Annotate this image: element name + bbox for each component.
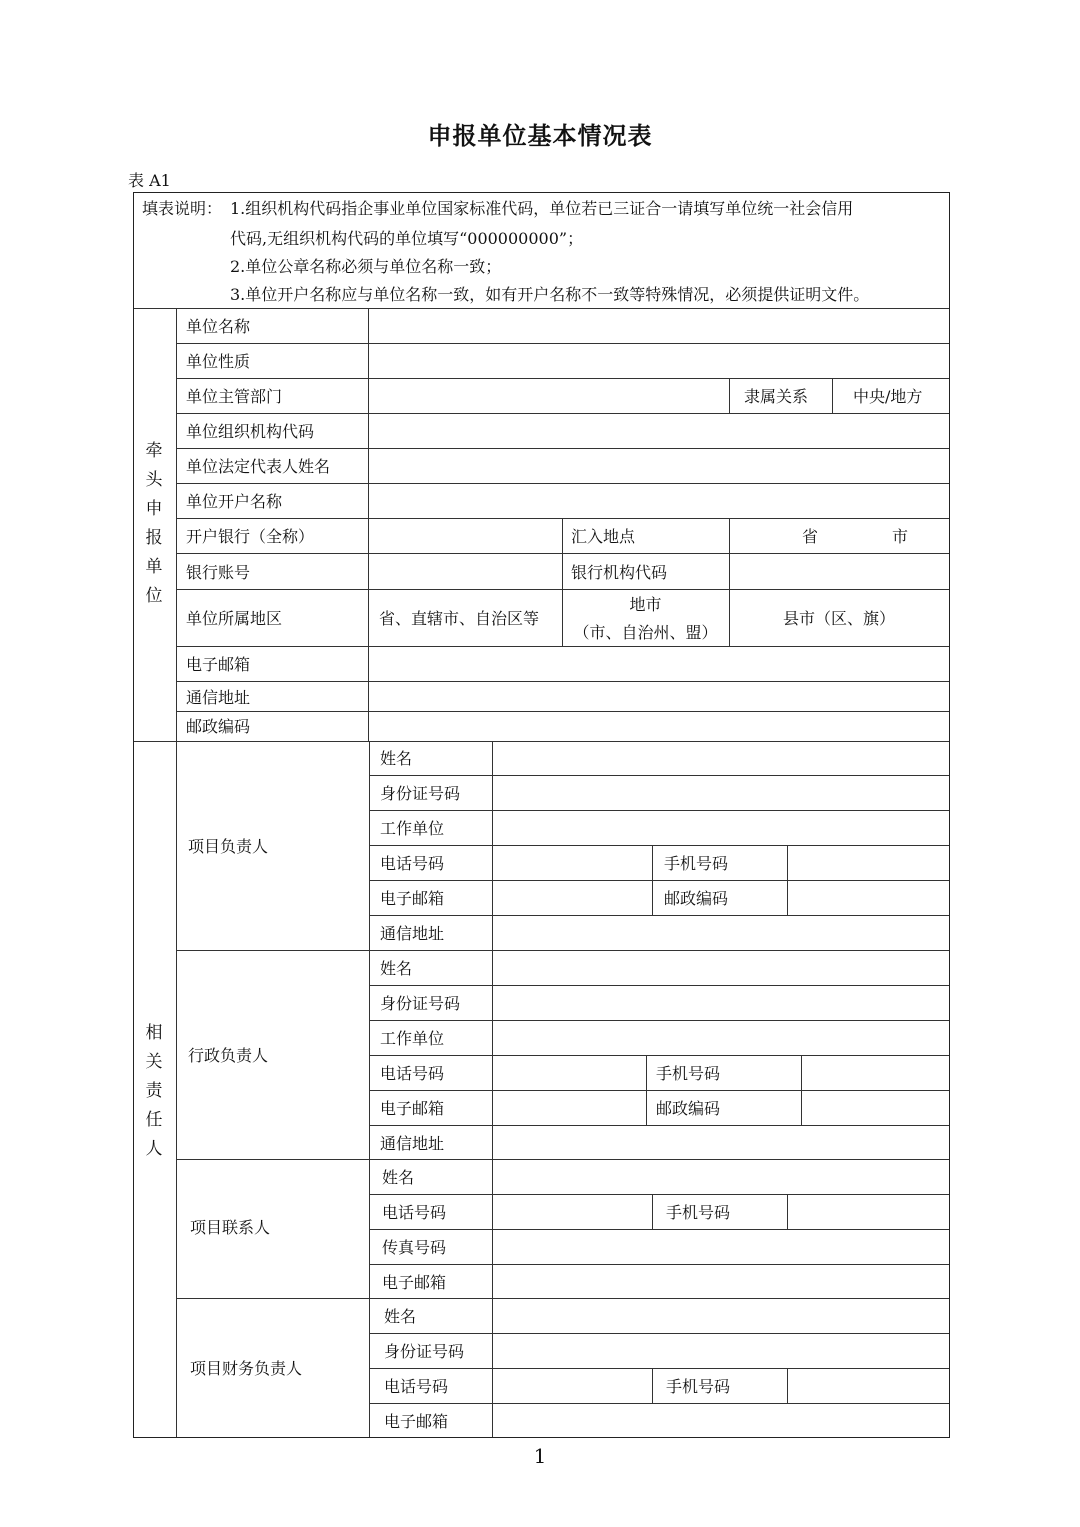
rule bbox=[369, 1264, 949, 1265]
label-bank: 开户银行（全称） bbox=[186, 527, 315, 546]
al-postcode-label: 邮政编码 bbox=[656, 1099, 721, 1118]
rule bbox=[134, 308, 949, 309]
rule bbox=[652, 1368, 653, 1403]
rule bbox=[176, 448, 949, 449]
rule bbox=[369, 1194, 949, 1195]
rule bbox=[369, 775, 949, 776]
rule bbox=[652, 845, 653, 915]
label-bank-code: 银行机构代码 bbox=[571, 563, 668, 582]
contact-label: 项目联系人 bbox=[190, 1218, 271, 1237]
affiliation-value: 中央/地方 bbox=[853, 387, 923, 406]
fn-id-label: 身份证号码 bbox=[384, 1342, 465, 1361]
rule bbox=[787, 1194, 788, 1229]
finance-label: 项目财务负责人 bbox=[190, 1359, 303, 1378]
admin-leader-label: 行政负责人 bbox=[188, 1046, 269, 1065]
label-affiliation: 隶属关系 bbox=[744, 387, 809, 406]
rule bbox=[369, 810, 949, 811]
label-legal-rep: 单位法定代表人姓名 bbox=[186, 457, 331, 476]
form-table bbox=[133, 192, 950, 1438]
al-work-unit-label: 工作单位 bbox=[380, 1029, 445, 1048]
rule bbox=[369, 1368, 949, 1369]
label-account-name: 单位开户名称 bbox=[186, 492, 283, 511]
rule bbox=[176, 483, 949, 484]
fn-mobile-label: 手机号码 bbox=[666, 1377, 731, 1396]
table-label: 表 A1 bbox=[128, 171, 171, 190]
rule bbox=[801, 1055, 802, 1125]
responsible-group-label: 相关责任人 bbox=[145, 1023, 163, 1159]
rule bbox=[369, 985, 949, 986]
pl-phone-label: 电话号码 bbox=[380, 854, 445, 873]
label-region-city-1: 地市 bbox=[629, 595, 662, 614]
rule bbox=[176, 413, 949, 414]
rule bbox=[176, 1159, 949, 1160]
rule bbox=[176, 1298, 949, 1299]
al-address-label: 通信地址 bbox=[380, 1134, 445, 1153]
rule bbox=[369, 1090, 949, 1091]
rule bbox=[176, 646, 949, 647]
pl-work-unit-label: 工作单位 bbox=[380, 819, 445, 838]
label-address: 通信地址 bbox=[186, 688, 251, 707]
page-number: 1 bbox=[533, 1444, 547, 1468]
pl-postcode-label: 邮政编码 bbox=[664, 889, 729, 908]
label-region-county: 县市（区、旗） bbox=[782, 609, 895, 628]
pl-mobile-label: 手机号码 bbox=[664, 854, 729, 873]
rule bbox=[369, 915, 949, 916]
label-org-code: 单位组织机构代码 bbox=[186, 422, 315, 441]
label-city: 市 bbox=[892, 527, 909, 546]
ct-fax-label: 传真号码 bbox=[382, 1238, 447, 1257]
pl-email-label: 电子邮箱 bbox=[380, 889, 445, 908]
rule bbox=[369, 1333, 949, 1334]
rule bbox=[369, 845, 949, 846]
label-postcode: 邮政编码 bbox=[186, 717, 251, 736]
project-leader-label: 项目负责人 bbox=[188, 837, 269, 856]
label-email: 电子邮箱 bbox=[186, 655, 251, 674]
al-phone-label: 电话号码 bbox=[380, 1064, 445, 1083]
pl-address-label: 通信地址 bbox=[380, 924, 445, 943]
rule bbox=[176, 711, 949, 712]
fn-phone-label: 电话号码 bbox=[384, 1377, 449, 1396]
rule bbox=[176, 308, 177, 1437]
rule bbox=[134, 741, 949, 742]
instruction-line-3: 3.单位开户名称应与单位名称一致，如有开户名称不一致等特殊情况，必须提供证明文件。 bbox=[230, 285, 870, 304]
instruction-line-2: 2.单位公章名称必须与单位名称一致； bbox=[230, 257, 502, 276]
al-email-label: 电子邮箱 bbox=[380, 1099, 445, 1118]
label-province: 省 bbox=[802, 527, 819, 546]
instruction-line-1: 1.组织机构代码指企事业单位国家标准代码，单位若已三证合一请填写单位统一社会信用 bbox=[230, 199, 854, 218]
label-supervising-dept: 单位主管部门 bbox=[186, 387, 283, 406]
label-unit-name: 单位名称 bbox=[186, 317, 251, 336]
ct-phone-label: 电话号码 bbox=[382, 1203, 447, 1222]
al-name-label: 姓名 bbox=[380, 959, 413, 978]
label-account-no: 银行账号 bbox=[186, 563, 251, 582]
label-remit-place: 汇入地点 bbox=[571, 527, 636, 546]
pl-id-label: 身份证号码 bbox=[380, 784, 461, 803]
rule bbox=[369, 1403, 949, 1404]
rule bbox=[369, 1229, 949, 1230]
rule bbox=[652, 1194, 653, 1229]
ct-email-label: 电子邮箱 bbox=[382, 1273, 447, 1292]
rule bbox=[646, 1055, 647, 1125]
rule bbox=[832, 378, 833, 413]
rule bbox=[787, 1368, 788, 1403]
label-unit-nature: 单位性质 bbox=[186, 352, 251, 371]
instruction-line-1b: 代码,无组织机构代码的单位填写“000000000”； bbox=[230, 229, 584, 248]
al-mobile-label: 手机号码 bbox=[656, 1064, 721, 1083]
al-id-label: 身份证号码 bbox=[380, 994, 461, 1013]
rule bbox=[176, 681, 949, 682]
rule bbox=[787, 845, 788, 915]
lead-unit-group-label: 牵头申报单位 bbox=[145, 441, 163, 606]
label-region-city-2: （市、自治州、盟） bbox=[573, 623, 718, 642]
rule bbox=[369, 1020, 949, 1021]
rule bbox=[369, 1055, 949, 1056]
label-region-province: 省、直辖市、自治区等 bbox=[379, 609, 540, 628]
fn-name-label: 姓名 bbox=[384, 1307, 417, 1326]
rule bbox=[176, 950, 949, 951]
pl-name-label: 姓名 bbox=[380, 749, 413, 768]
rule bbox=[729, 378, 730, 413]
rule bbox=[369, 880, 949, 881]
ct-mobile-label: 手机号码 bbox=[666, 1203, 731, 1222]
rule bbox=[368, 308, 369, 741]
rule bbox=[176, 343, 949, 344]
instructions-prefix: 填表说明： bbox=[142, 199, 223, 218]
ct-name-label: 姓名 bbox=[382, 1168, 415, 1187]
page-title: 申报单位基本情况表 bbox=[427, 122, 653, 150]
fn-email-label: 电子邮箱 bbox=[384, 1412, 449, 1431]
rule bbox=[369, 1125, 949, 1126]
label-region: 单位所属地区 bbox=[186, 609, 283, 628]
